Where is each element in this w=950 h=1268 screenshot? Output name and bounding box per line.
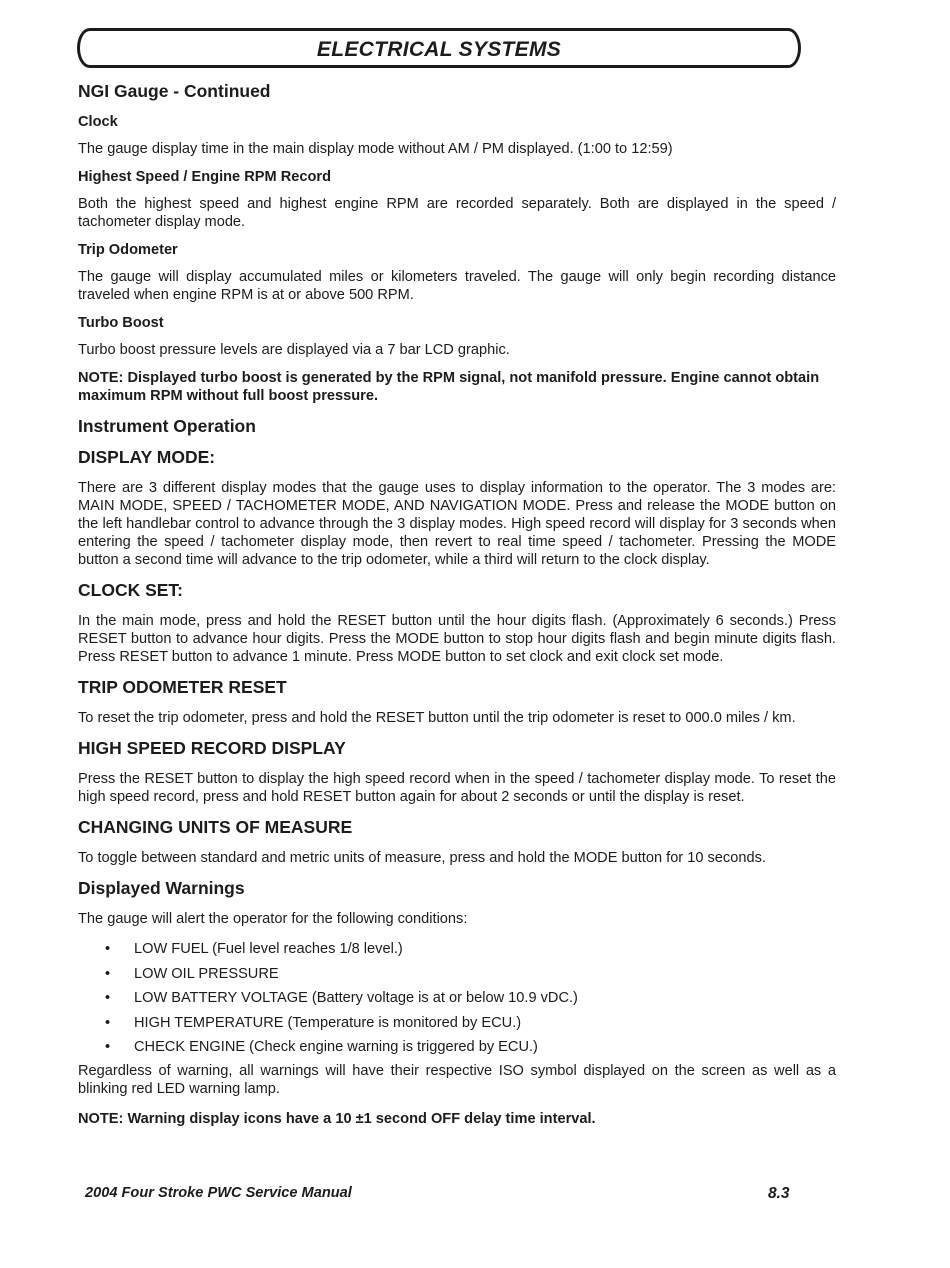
section-title: ELECTRICAL SYSTEMS <box>316 38 562 61</box>
warning-item-text: LOW FUEL (Fuel level reaches 1/8 level.) <box>134 941 403 957</box>
list-item <box>78 940 836 958</box>
warning-item-text: LOW OIL PRESSURE <box>134 965 279 982</box>
section-title-banner <box>77 28 801 68</box>
page-heading: NGI Gauge - Continued <box>78 81 271 101</box>
list-item <box>78 1038 836 1056</box>
warnings-intro: The gauge will alert the operator for the following conditions: <box>78 911 468 927</box>
footer-manual-title: 2004 Four Stroke PWC Service Manual <box>85 1185 352 1201</box>
bullet-icon: • <box>105 1014 111 1031</box>
clock-set-text: In the main mode, press and hold the RESET button until the hour digits flash. (Approximately 6 seconds.) Press RESET button to advance hour digits. Press the MODE button to stop hour digits flash and begin minute digits flash. Press RESET button to advance 1 minute. Press MODE button to set clock and exit clock set mode. <box>78 613 836 665</box>
turbo-boost-note: NOTE: Displayed turbo boost is generated by the RPM signal, not manifold pressure. Engine cannot obtain maximum RPM without full boost pressure. <box>78 370 820 404</box>
highest-speed-text: Both the highest speed and highest engine RPM are recorded separately. Both are displayed in the speed / tachometer display mode. <box>78 196 836 230</box>
list-item <box>78 1014 836 1032</box>
clock-set-heading: CLOCK SET: <box>78 580 183 600</box>
instrument-operation-heading: Instrument Operation <box>78 416 256 436</box>
clock-text: The gauge display time in the main display mode without AM / PM displayed. (1:00 to 12:59) <box>78 141 673 157</box>
warning-item-text: LOW BATTERY VOLTAGE (Battery voltage is at or below 10.9 vDC.) <box>134 990 578 1007</box>
display-mode-text: There are 3 different display modes that the gauge uses to display information to the operator. The 3 modes are: MAIN MODE, SPEED / TACHOMETER MODE, AND NAVIGATION MODE. Press and release the MODE button on the left handlebar control to advance through the 3 display modes. High speed record will display for 3 seconds when entering the speed / tachometer display mode, then revert to real time speed / tachometer. Pressing the MODE button a second time will advance to the trip odometer, while a third will return to the clock display. <box>78 480 836 568</box>
trip-odometer-text: The gauge will display accumulated miles or kilometers traveled. The gauge will only begin recording distance traveled when engine RPM is at or above 500 RPM. <box>78 269 836 303</box>
high-speed-record-text: Press the RESET button to display the high speed record when in the speed / tachometer display mode. To reset the high speed record, press and hold RESET button again for about 2 seconds or until the display is reset. <box>78 771 836 805</box>
clock-heading: Clock <box>78 114 118 130</box>
units-text: To toggle between standard and metric units of measure, press and hold the MODE button for 10 seconds. <box>78 850 766 866</box>
warning-item-text: HIGH TEMPERATURE (Temperature is monitored by ECU.) <box>134 1014 522 1031</box>
bullet-icon: • <box>105 965 111 982</box>
bullet-icon: • <box>105 941 111 957</box>
trip-reset-heading: TRIP ODOMETER RESET <box>78 677 287 697</box>
units-heading: CHANGING UNITS OF MEASURE <box>78 817 353 837</box>
display-mode-heading: DISPLAY MODE: <box>78 447 216 467</box>
highest-speed-heading: Highest Speed / Engine RPM Record <box>78 169 331 185</box>
trip-odometer-heading: Trip Odometer <box>78 242 178 258</box>
bullet-icon: • <box>105 990 111 1007</box>
warnings-after-text: Regardless of warning, all warnings will have their respective ISO symbol displayed on the screen as well as a blinking red LED warning lamp. <box>78 1063 836 1098</box>
bullet-icon: • <box>105 1039 111 1056</box>
warning-item-text: CHECK ENGINE (Check engine warning is triggered by ECU.) <box>134 1039 538 1056</box>
footer-page-number: 8.3 <box>768 1185 790 1202</box>
warnings-list <box>78 940 836 1056</box>
page-content <box>78 82 836 1138</box>
high-speed-record-heading: HIGH SPEED RECORD DISPLAY <box>78 738 346 758</box>
warnings-note: NOTE: Warning display icons have a 10 ±1 second OFF delay time interval. <box>78 1111 596 1128</box>
turbo-boost-heading: Turbo Boost <box>78 315 164 331</box>
list-item <box>78 989 836 1007</box>
warnings-heading: Displayed Warnings <box>78 878 245 898</box>
list-item <box>78 965 836 983</box>
turbo-boost-text: Turbo boost pressure levels are displayed via a 7 bar LCD graphic. <box>78 342 510 358</box>
trip-reset-text: To reset the trip odometer, press and hold the RESET button until the trip odometer is reset to 000.0 miles / km. <box>78 710 796 726</box>
